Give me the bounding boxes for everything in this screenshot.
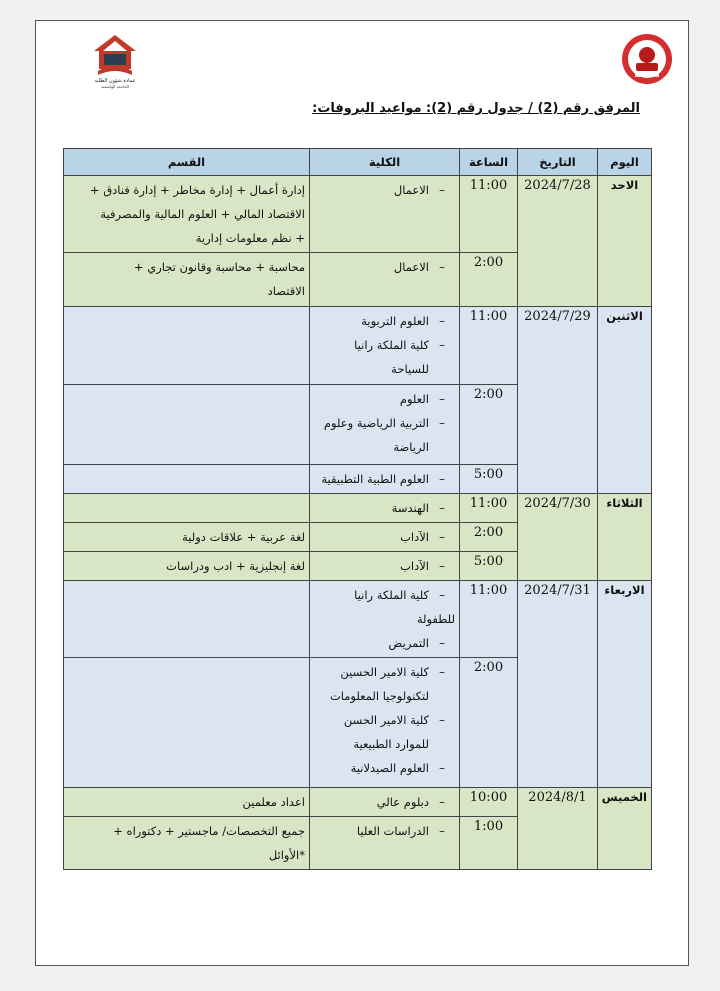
department-cell [64, 494, 310, 523]
time-cell: 2:00 [460, 523, 518, 552]
header-department: القسم [64, 149, 310, 176]
department-cell [64, 658, 310, 788]
department-line: الاقتصاد المالي + العلوم المالية والمصرفية [100, 207, 305, 221]
college-name: العلوم التربوية [361, 314, 429, 328]
college-cell [310, 385, 460, 465]
college-name: للموارد الطبيعية [353, 737, 429, 751]
college-cell [310, 788, 460, 817]
time-cell: 11:00 [460, 494, 518, 523]
table-row [64, 581, 652, 658]
college-name: العلوم الصيدلانية [350, 761, 429, 775]
time-cell: 2:00 [460, 658, 518, 788]
college-name: كلية الامير الحسين [340, 665, 429, 679]
department-line: + نظم معلومات إدارية [195, 231, 305, 245]
department-cell [64, 176, 310, 253]
department-cell [64, 788, 310, 817]
bullet-dash: – [439, 392, 445, 406]
college-name: العلوم [399, 392, 429, 406]
header-day: اليوم [598, 149, 652, 176]
time-cell: 1:00 [460, 817, 518, 870]
bullet-dash: – [439, 501, 445, 515]
department-cell [64, 307, 310, 385]
college-name: الهندسة [391, 501, 429, 515]
table-row [64, 788, 652, 817]
college-cell [310, 552, 460, 581]
college-name: الرياضة [393, 440, 429, 454]
department-line: محاسبة + محاسبة وقانون تجاري + [133, 260, 305, 274]
date-cell: 2024/7/28 [518, 176, 598, 307]
college-name: الآداب [400, 530, 429, 544]
department-line: الاقتصاد [267, 284, 305, 298]
department-cell [64, 253, 310, 307]
department-cell [64, 523, 310, 552]
department-line: جميع التخصصات/ ماجستير + دكتوراه + [113, 824, 305, 838]
bullet-dash: – [439, 260, 445, 274]
department-cell [64, 385, 310, 465]
college-name: التمريض [388, 636, 429, 650]
bullet-dash: – [439, 530, 445, 544]
bullet-dash: – [439, 761, 445, 775]
college-name: الدراسات العليا [356, 824, 429, 838]
college-name: دبلوم عالي [376, 795, 429, 809]
date-cell: 2024/7/29 [518, 307, 598, 494]
time-cell: 11:00 [460, 581, 518, 658]
department-cell [64, 552, 310, 581]
college-name: الآداب [400, 559, 429, 573]
department-cell [64, 581, 310, 658]
college-cell [310, 523, 460, 552]
bullet-dash: – [439, 636, 445, 650]
college-name: كلية الملكة رانيا للطفولة [354, 588, 455, 626]
header-time: الساعة [460, 149, 518, 176]
bullet-dash: – [439, 665, 445, 679]
college-cell [310, 581, 460, 658]
time-cell: 10:00 [460, 788, 518, 817]
rehearsal-schedule-table [63, 148, 652, 870]
table-row [64, 307, 652, 385]
bullet-dash: – [439, 416, 445, 430]
table-row [64, 176, 652, 253]
bullet-dash: – [439, 338, 445, 352]
department-line: *الأوائل [268, 848, 305, 862]
svg-text:الجامعة الهاشمية: الجامعة الهاشمية [100, 84, 130, 89]
college-cell [310, 465, 460, 494]
department-line: لغة عربية + علاقات دولية [182, 530, 305, 544]
table-header-row [64, 149, 652, 176]
college-name: العلوم الطبية التطبيقية [321, 472, 429, 486]
bullet-dash: – [439, 713, 445, 727]
student-affairs-logo [86, 31, 144, 89]
header-date: التاريخ [518, 149, 598, 176]
time-cell: 11:00 [460, 307, 518, 385]
bullet-dash: – [439, 559, 445, 573]
college-cell [310, 307, 460, 385]
department-cell [64, 465, 310, 494]
day-cell: الثلاثاء [598, 494, 652, 581]
department-line: اعداد معلمين [242, 795, 305, 809]
time-cell: 5:00 [460, 552, 518, 581]
department-line: لغة إنجليزية + ادب ودراسات [166, 559, 305, 573]
time-cell: 5:00 [460, 465, 518, 494]
college-cell [310, 658, 460, 788]
department-cell [64, 817, 310, 870]
bullet-dash: – [439, 314, 445, 328]
time-cell: 2:00 [460, 385, 518, 465]
college-cell [310, 253, 460, 307]
schedule-heading: المرفق رقم (2) / جدول رقم (2): مواعيد البروفات: [312, 101, 640, 116]
header-college: الكلية [310, 149, 460, 176]
college-name: الاعمال [393, 260, 429, 274]
bullet-dash: – [439, 588, 445, 602]
table-row [64, 494, 652, 523]
day-cell: الخميس [598, 788, 652, 870]
bullet-dash: – [439, 183, 445, 197]
department-line: إدارة أعمال + إدارة مخاطر + إدارة فنادق + [89, 183, 305, 197]
college-name: كلية الامير الحسن [343, 713, 429, 727]
college-name: للسياحة [391, 362, 429, 376]
college-cell [310, 176, 460, 253]
time-cell: 11:00 [460, 176, 518, 253]
svg-text:عمادة شؤون الطلبة: عمادة شؤون الطلبة [94, 78, 136, 84]
college-name: الاعمال [393, 183, 429, 197]
date-cell: 2024/7/31 [518, 581, 598, 788]
document-page [35, 20, 689, 966]
bullet-dash: – [439, 472, 445, 486]
college-cell [310, 494, 460, 523]
college-name: كلية الملكة رانيا [354, 338, 429, 352]
date-cell: 2024/7/30 [518, 494, 598, 581]
university-seal-icon [621, 33, 673, 85]
date-cell: 2024/8/1 [518, 788, 598, 870]
day-cell: الاربعاء [598, 581, 652, 788]
day-cell: الاحد [598, 176, 652, 307]
bullet-dash: – [439, 824, 445, 838]
day-cell: الاثنين [598, 307, 652, 494]
college-name: لتكنولوجيا المعلومات [329, 689, 429, 703]
college-cell [310, 817, 460, 870]
bullet-dash: – [439, 795, 445, 809]
time-cell: 2:00 [460, 253, 518, 307]
college-name: التربية الرياضية وعلوم [323, 416, 429, 430]
